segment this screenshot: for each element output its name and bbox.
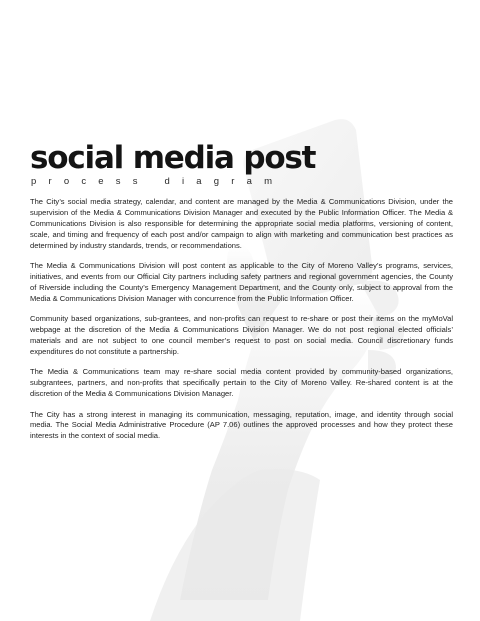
paragraph-community-requests: Community based organizations, sub-grantees, and non-profits can request to re-share or post their items on the myMoVal webpage at the discretion of the Media & Communications Division Manager. We do not post regional elected officials’ materials and are not subject to one council member’s request to post on social media. Council discretionary funds expenditures do not constitute a partnership. [30,314,453,356]
paragraph-posting-scope: The Media & Communications Division will post content as applicable to the City of Moreno Valley’s programs, services, initiatives, and events from our Official City partners including safety partners and regional government agencies, the County of Riverside including the County’s Emergency Management Department, and the County only, subject to approval from the Media & Communications Division Manager with concurrence from the Public Information Officer. [30,261,453,303]
body-text [30,197,453,442]
document-content [30,140,453,452]
paragraph-strategy: The City’s social media strategy, calendar, and content are managed by the Media & Communications Division, under the supervision of the Media & Communications Division Manager and executed by the Public Information Officer. The Media & Communications Division is also responsible for determining the appropriate social media platforms, versioning of content, scale, and timing and frequency of each post and/or campaign to align with marketing and communication best practices as determined by industry standards, trends, or recommendations. [30,197,453,250]
paragraph-city-interest: The City has a strong interest in managing its communication, messaging, reputation, image, and identity through social media. The Social Media Administrative Procedure (AP 7.06) outlines the approved processes and how they protect these interests in the context of social media. [30,409,453,441]
page-subtitle: process diagram [31,176,285,187]
arm-shadow [150,469,320,621]
paragraph-resharing: The Media & Communications team may re-share social media content provided by community-based organizations, subgrantees, partners, and non-profits that specifically pertain to the City of Moreno Valley. Re-shared content is at the discretion of the Media & Communications Division Manager. [30,367,453,399]
page-title: social media post [30,140,316,176]
